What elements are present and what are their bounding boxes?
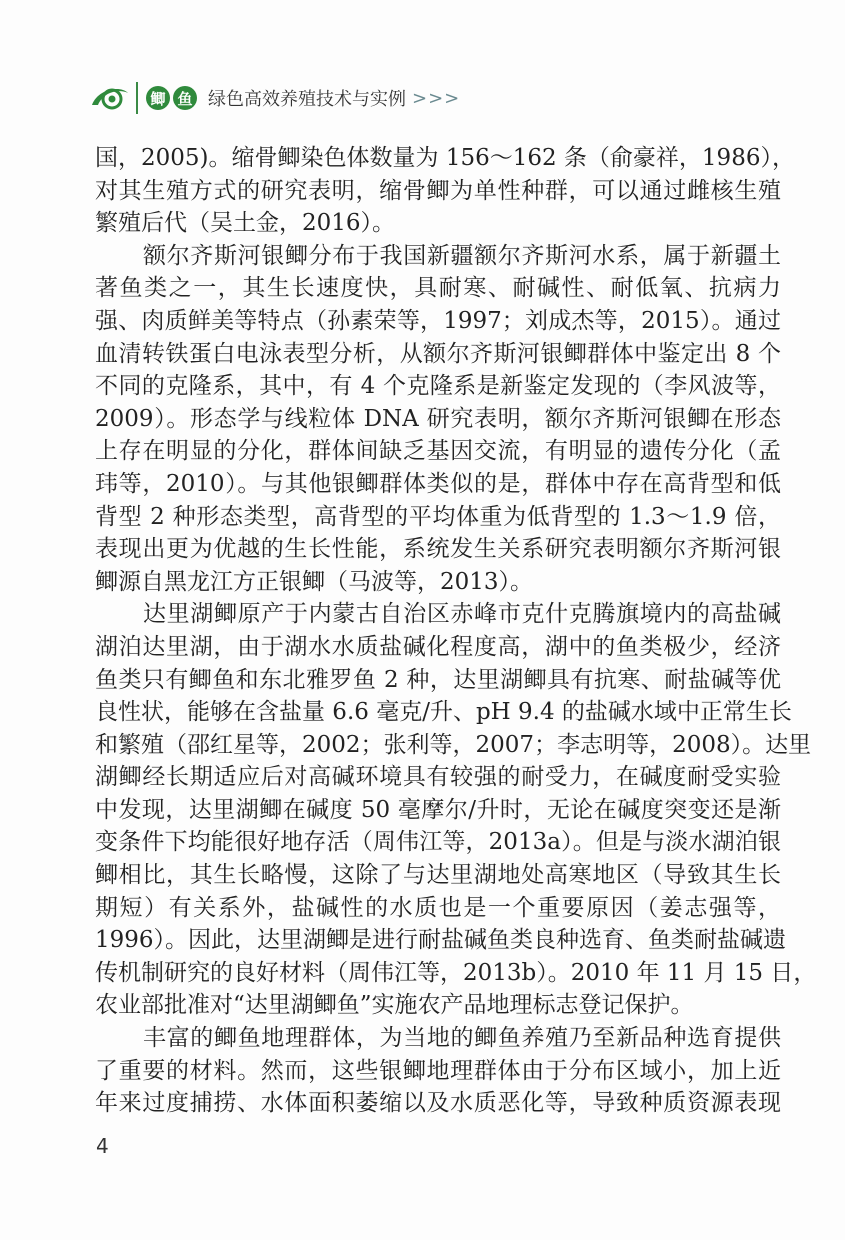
paragraph [95, 142, 795, 240]
text-line: 了重要的材料。然而，这些银鲫地理群体由于分布区域小，加上近 [95, 1057, 781, 1084]
text-line: 湖鲫经长期适应后对高碱环境具有较强的耐受力，在碱度耐受实验 [95, 764, 781, 791]
text-line: 上存在明显的分化，群体间缺乏基因交流，有明显的遗传分化（孟 [95, 438, 781, 465]
logo-seal-ji: 鲫 [146, 86, 170, 110]
text-line: 年来过度捕捞、水体面积萎缩以及水质恶化等，导致种质资源表现 [95, 1090, 781, 1117]
text-line: 国，2005)。缩骨鲫染色体数量为 156～162 条（俞豪祥，1986）， [95, 145, 795, 171]
text-line: 额尔齐斯河银鲫分布于我国新疆额尔齐斯河水系，属于新疆土 [143, 242, 781, 269]
page-number: 4 [96, 1134, 109, 1158]
text-line: 著鱼类之一，其生长速度快，具耐寒、耐碱性、耐低氧、抗病力 [95, 275, 781, 302]
text-line: 丰富的鲫鱼地理群体，为当地的鲫鱼养殖乃至新品种选育提供 [143, 1025, 781, 1052]
text-line: 传机制研究的良好材料（周伟江等，2013b）。2010 年 11 月 15 日， [95, 959, 817, 986]
text-line: 达里湖鲫原产于内蒙古自治区赤峰市克什克腾旗境内的高盐碱 [143, 601, 781, 628]
text-line: 良性状，能够在含盐量 6.6 毫克/升、pH 9.4 的盐碱水域中正常生长 [95, 699, 792, 726]
text-line: 期短）有关系外，盐碱性的水质也是一个重要原因（姜志强等， [95, 894, 781, 921]
text-line: 对其生殖方式的研究表明，缩骨鲫为单性种群，可以通过雌核生殖 [95, 177, 781, 204]
logo-seal-yu: 鱼 [173, 86, 197, 110]
text-line: 鲫源自黑龙江方正银鲫（马波等，2013）。 [95, 568, 534, 595]
text-line: 血清转铁蛋白电泳表型分析，从额尔齐斯河银鲫群体中鉴定出 8 个 [95, 340, 781, 367]
text-line: 鲫相比，其生长略慢，这除了与达里湖地处高寒地区（导致其生长 [95, 862, 781, 889]
text-line: 强、肉质鲜美等特点（孙素荣等，1997；刘成杰等，2015）。通过 [95, 307, 781, 334]
text-line: 不同的克隆系，其中，有 4 个克隆系是新鉴定发现的（李风波等， [95, 373, 781, 400]
text-line: 背型 2 种形态类型，高背型的平均体重为低背型的 1.3～1.9 倍， [95, 503, 781, 530]
text-line: 玮等，2010）。与其他银鲫群体类似的是，群体中存在高背型和低 [95, 470, 781, 497]
text-line: 繁殖后代（吴土金，2016）。 [95, 210, 396, 237]
running-header [90, 80, 460, 116]
paragraph [95, 240, 781, 599]
text-line: 鱼类只有鲫鱼和东北雅罗鱼 2 种，达里湖鲫具有抗寒、耐盐碱等优 [95, 666, 781, 693]
header-divider [136, 82, 138, 114]
fish-eye-logo-icon [90, 83, 130, 113]
text-line: 湖泊达里湖，由于湖水水质盐碱化程度高，湖中的鱼类极少，经济 [95, 633, 781, 660]
text-line: 变条件下均能很好地存活（周伟江等，2013a）。但是与淡水湖泊银 [95, 829, 781, 856]
text-line: 2009）。形态学与线粒体 DNA 研究表明，额尔齐斯河银鲫在形态 [95, 405, 781, 432]
text-line: 中发现，达里湖鲫在碱度 50 毫摩尔/升时，无论在碱度突变还是渐 [95, 796, 781, 823]
header-arrows: >>> [412, 87, 461, 109]
paragraph [95, 598, 817, 1022]
book-title: 绿色高效养殖技术与实例 [208, 89, 406, 110]
text-line: 表现出更为优越的生长性能，系统发生关系研究表明额尔齐斯河银 [95, 536, 781, 563]
text-line: 农业部批准对“达里湖鲫鱼”实施农产品地理标志登记保护。 [95, 992, 694, 1019]
body-text [95, 142, 817, 1120]
text-line: 1996）。因此，达里湖鲫是进行耐盐碱鱼类良种选育、鱼类耐盐碱遗 [95, 927, 787, 954]
paragraph [95, 1022, 781, 1120]
text-line: 和繁殖（邵红星等，2002；张利等，2007；李志明等，2008）。达里 [95, 731, 812, 758]
